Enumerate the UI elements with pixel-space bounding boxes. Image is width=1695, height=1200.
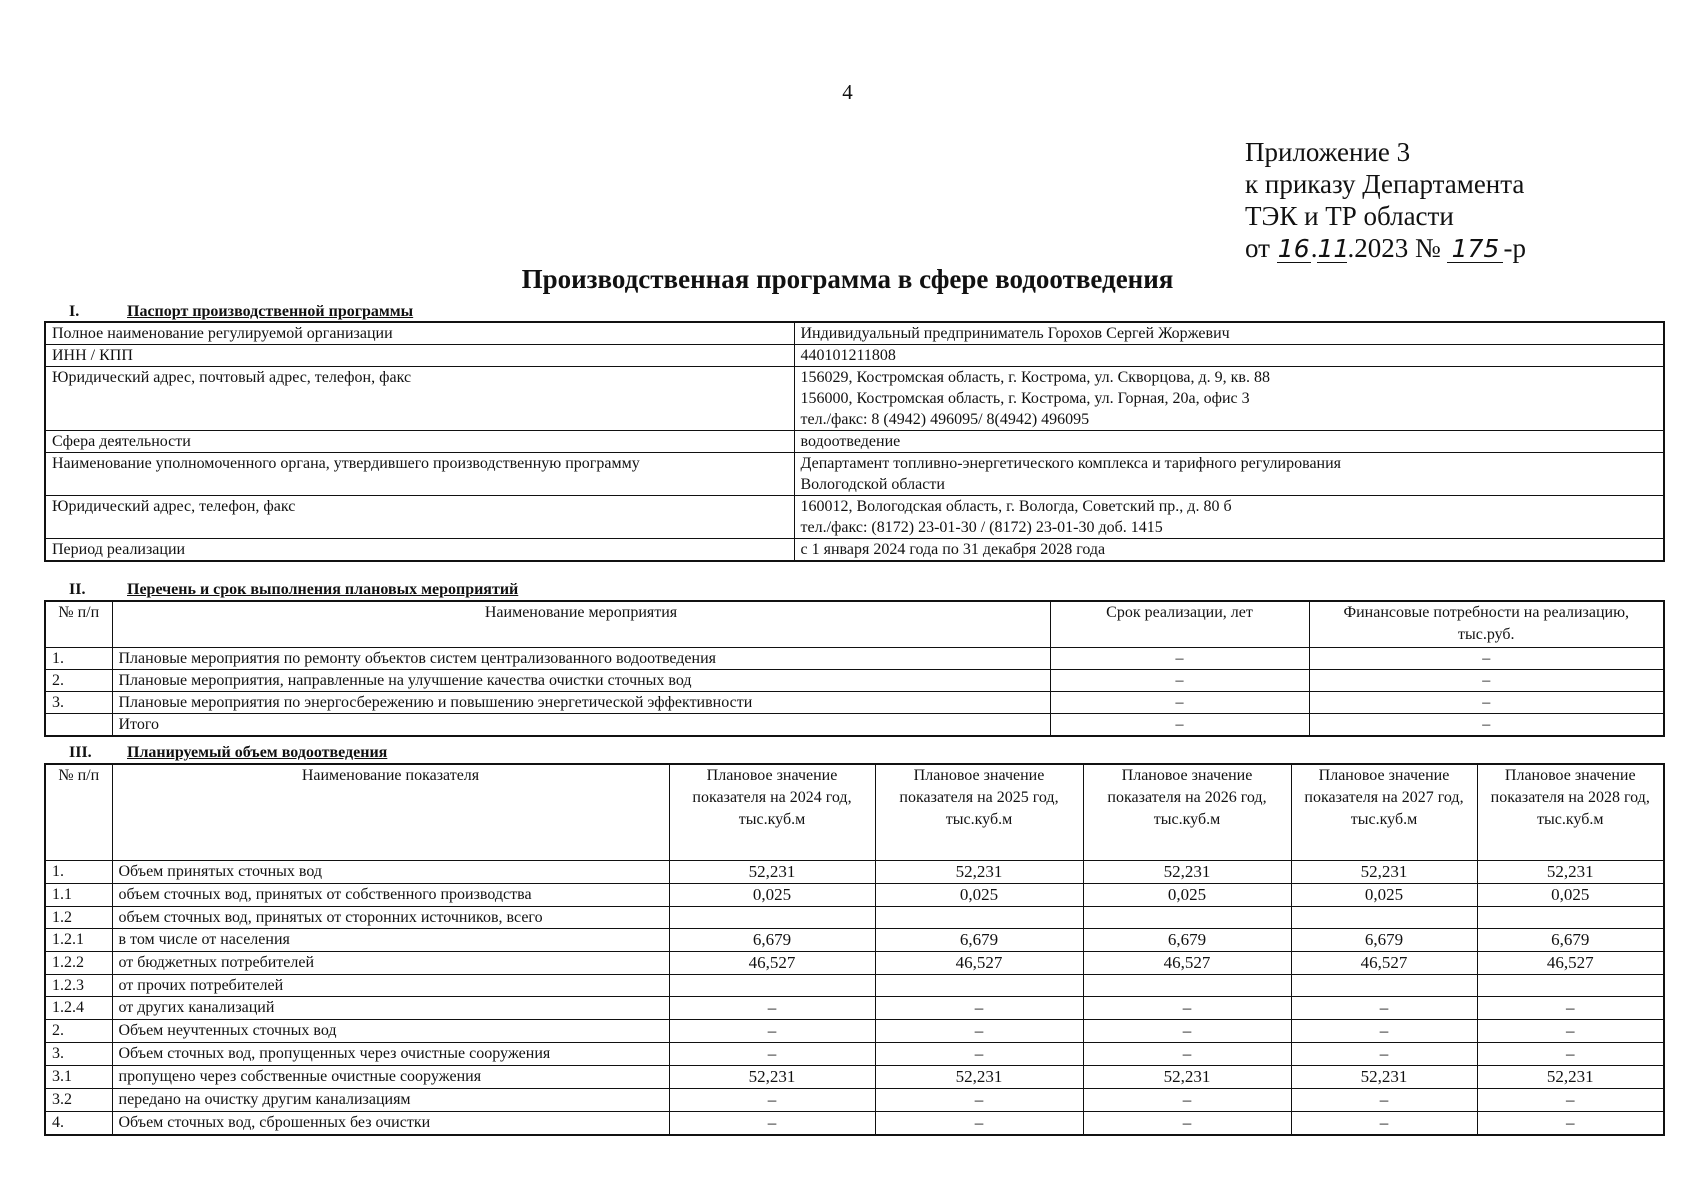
date-year: .2023 № [1347,233,1441,263]
activities-header-name: Наименование мероприятия [112,601,1050,647]
volume-value: – [875,996,1083,1019]
appendix-date-line [1245,232,1526,264]
volume-row [45,906,1664,928]
volume-value: 52,231 [669,1065,875,1088]
passport-value [794,496,1664,539]
volume-value [875,906,1083,928]
volume-name: от прочих потребителей [112,974,669,996]
volume-name: объем сточных вод, принятых от сторонних источников, всего [112,906,669,928]
volume-header-2028: Плановое значение показателя на 2028 год, тыс.куб.м [1477,764,1664,860]
volume-value: – [1477,1088,1664,1111]
passport-value-line: 156000, Костромская область, г. Кострома, ул. Горная, 20а, офис 3 [800,390,1250,407]
volume-no: 4. [45,1111,112,1135]
passport-label: Юридический адрес, телефон, факс [45,496,794,539]
volume-value: 0,025 [875,883,1083,906]
activity-finance: – [1309,713,1664,736]
volume-value: 0,025 [1083,883,1291,906]
volume-value [669,906,875,928]
activity-finance: – [1309,647,1664,669]
volume-value [875,974,1083,996]
activity-finance: – [1309,691,1664,713]
appendix-line-2: к приказу Департамента [1245,169,1525,199]
volume-value: – [669,1111,875,1135]
activity-row [45,691,1664,713]
volume-value: – [875,1019,1083,1042]
activity-name: Итого [112,713,1050,736]
volume-value: 46,527 [875,951,1083,974]
volume-row [45,1042,1664,1065]
volume-name: Объем сточных вод, пропущенных через очистные сооружения [112,1042,669,1065]
volume-value: 6,679 [1477,928,1664,951]
volume-value: – [1291,1111,1477,1135]
passport-value [794,453,1664,496]
volume-name: Объем сточных вод, сброшенных без очистки [112,1111,669,1135]
volume-value: – [669,996,875,1019]
volume-name: Объем неучтенных сточных вод [112,1019,669,1042]
passport-label: Наименование уполномоченного органа, утвердившего производственную программу [45,453,794,496]
volume-value: 52,231 [669,860,875,883]
volume-name: передано на очистку другим канализациям [112,1088,669,1111]
section-3-heading [44,744,387,762]
volume-value: 46,527 [1291,951,1477,974]
passport-value-line: водоотведение [800,433,901,450]
volume-value: 46,527 [1477,951,1664,974]
passport-value-line: 440101211808 [800,347,896,364]
volume-value: 6,679 [1291,928,1477,951]
volume-value: – [1083,1088,1291,1111]
volume-value: 52,231 [1083,860,1291,883]
page-number: 4 [842,80,853,104]
volume-value: 0,025 [669,883,875,906]
volume-value [1477,974,1664,996]
volume-no: 1.2 [45,906,112,928]
passport-row [45,496,1664,539]
section-2-number: II. [69,581,86,598]
date-prefix: от [1245,233,1270,263]
volume-row [45,860,1664,883]
volume-value: – [669,1042,875,1065]
appendix-block [1245,136,1526,264]
activity-name: Плановые мероприятия по энергосбережению и повышению энергетической эффективности [112,691,1050,713]
volume-value: 6,679 [669,928,875,951]
passport-row [45,322,1664,345]
volume-no: 1.2.1 [45,928,112,951]
volume-row [45,883,1664,906]
volume-name: Объем принятых сточных вод [112,860,669,883]
passport-row [45,453,1664,496]
section-3-title: Планируемый объем водоотведения [127,744,388,761]
volume-value: 52,231 [875,1065,1083,1088]
volume-row [45,951,1664,974]
volume-value: – [1083,996,1291,1019]
activity-name: Плановые мероприятия, направленные на улучшение качества очистки сточных вод [112,669,1050,691]
activities-header-term: Срок реализации, лет [1050,601,1309,647]
activity-row [45,669,1664,691]
passport-value-line: Индивидуальный предприниматель Горохов Сергей Жоржевич [800,325,1230,342]
appendix-line-1: Приложение 3 [1245,137,1411,167]
volume-value: 52,231 [1291,860,1477,883]
volume-value [1477,906,1664,928]
volume-value: 52,231 [1083,1065,1291,1088]
passport-value-line: с 1 января 2024 года по 31 декабря 2028 года [800,541,1106,558]
volume-value: 0,025 [1291,883,1477,906]
volume-value: 52,231 [1477,860,1664,883]
volume-no: 3.2 [45,1088,112,1111]
volume-value: – [875,1111,1083,1135]
volume-value [1291,974,1477,996]
document-title: Производственная программа в сфере водоотведения [521,264,1174,294]
passport-value [794,322,1664,345]
volume-value: – [1291,1042,1477,1065]
volume-name: от других канализаций [112,996,669,1019]
passport-value-line: 156029, Костромская область, г. Кострома, ул. Скворцова, д. 9, кв. 88 [800,369,1270,386]
volume-value [1083,974,1291,996]
date-separator: . [1310,233,1318,263]
passport-value-line: тел./факс: 8 (4942) 496095/ 8(4942) 496095 [800,411,1090,428]
passport-row [45,367,1664,431]
volume-row [45,928,1664,951]
volume-value [1083,906,1291,928]
volume-row [45,974,1664,996]
activity-no: 2. [45,669,112,691]
passport-value [794,367,1664,431]
activity-no [45,713,112,736]
passport-label: Юридический адрес, почтовый адрес, телефон, факс [45,367,794,431]
activities-table [44,600,1665,737]
volume-no: 1.2.4 [45,996,112,1019]
volume-value: – [669,1088,875,1111]
volume-row [45,1019,1664,1042]
volume-row [45,1065,1664,1088]
volume-value: – [1477,1042,1664,1065]
volume-value [669,974,875,996]
section-1-title: Паспорт производственной программы [127,303,414,320]
passport-value-line: тел./факс: (8172) 23-01-30 / (8172) 23-01-30 доб. 1415 [800,519,1163,536]
volume-header-2024: Плановое значение показателя на 2024 год, тыс.куб.м [669,764,875,860]
activities-header-finance: Финансовые потребности на реализацию, тыс.руб. [1309,601,1664,647]
passport-table [44,321,1665,562]
volume-row [45,996,1664,1019]
activity-term: – [1050,669,1309,691]
section-2-heading [44,581,518,599]
volume-value: 46,527 [1083,951,1291,974]
volume-value: 0,025 [1477,883,1664,906]
passport-value-line: Вологодской области [800,476,945,493]
volume-value: – [875,1042,1083,1065]
passport-row [45,539,1664,562]
volume-row [45,1088,1664,1111]
volume-no: 1.1 [45,883,112,906]
handwritten-month: 11 [1317,234,1350,263]
activity-term: – [1050,691,1309,713]
handwritten-order-number: 175 [1447,236,1503,263]
volume-value: 52,231 [1477,1065,1664,1088]
activity-row [45,713,1664,736]
volume-value: 46,527 [669,951,875,974]
passport-value [794,431,1664,453]
volume-name: от бюджетных потребителей [112,951,669,974]
volume-value: – [1477,1019,1664,1042]
handwritten-day: 16 [1277,234,1310,263]
section-2-title: Перечень и срок выполнения плановых мероприятий [127,581,519,598]
volume-header-name: Наименование показателя [112,764,669,860]
volume-value: – [1477,1111,1664,1135]
appendix-line-3: ТЭК и ТР области [1245,201,1454,231]
volume-value: – [1083,1019,1291,1042]
activity-no: 1. [45,647,112,669]
order-suffix: -р [1503,233,1526,263]
activity-row [45,647,1664,669]
passport-value-line: 160012, Вологодская область, г. Вологда, Советский пр., д. 80 б [800,498,1232,515]
volume-header-2025: Плановое значение показателя на 2025 год, тыс.куб.м [875,764,1083,860]
volume-value: – [1291,1019,1477,1042]
activities-header-no: № п/п [45,601,112,647]
passport-row [45,431,1664,453]
passport-value [794,539,1664,562]
volume-value: – [1083,1042,1291,1065]
passport-label: Сфера деятельности [45,431,794,453]
volume-value: – [1083,1111,1291,1135]
passport-value-line: Департамент топливно-энергетического комплекса и тарифного регулирования [800,455,1342,472]
volume-value: – [1477,996,1664,1019]
volume-table [44,763,1665,1136]
volume-no: 1.2.2 [45,951,112,974]
volume-name: в том числе от населения [112,928,669,951]
section-1-heading [44,303,413,321]
volume-value: 6,679 [875,928,1083,951]
volume-value: – [669,1019,875,1042]
volume-value: 52,231 [1291,1065,1477,1088]
volume-header-no: № п/п [45,764,112,860]
volume-value [1291,906,1477,928]
activity-name: Плановые мероприятия по ремонту объектов систем централизованного водоотведения [112,647,1050,669]
volume-value: – [1291,1088,1477,1111]
volume-value: 52,231 [875,860,1083,883]
passport-label: Полное наименование регулируемой организации [45,322,794,345]
volume-header-2026: Плановое значение показателя на 2026 год, тыс.куб.м [1083,764,1291,860]
volume-no: 3. [45,1042,112,1065]
section-3-number: III. [69,744,92,761]
volume-name: объем сточных вод, принятых от собственного производства [112,883,669,906]
passport-label: ИНН / КПП [45,345,794,367]
activity-no: 3. [45,691,112,713]
activity-term: – [1050,713,1309,736]
volume-row [45,1111,1664,1135]
volume-header-2027: Плановое значение показателя на 2027 год, тыс.куб.м [1291,764,1477,860]
volume-no: 1. [45,860,112,883]
volume-value: – [875,1088,1083,1111]
volume-no: 1.2.3 [45,974,112,996]
volume-value: – [1291,996,1477,1019]
section-1-number: I. [69,303,80,320]
activity-term: – [1050,647,1309,669]
passport-label: Период реализации [45,539,794,562]
passport-value [794,345,1664,367]
volume-no: 2. [45,1019,112,1042]
activity-finance: – [1309,669,1664,691]
volume-no: 3.1 [45,1065,112,1088]
passport-row [45,345,1664,367]
volume-name: пропущено через собственные очистные сооружения [112,1065,669,1088]
volume-value: 6,679 [1083,928,1291,951]
